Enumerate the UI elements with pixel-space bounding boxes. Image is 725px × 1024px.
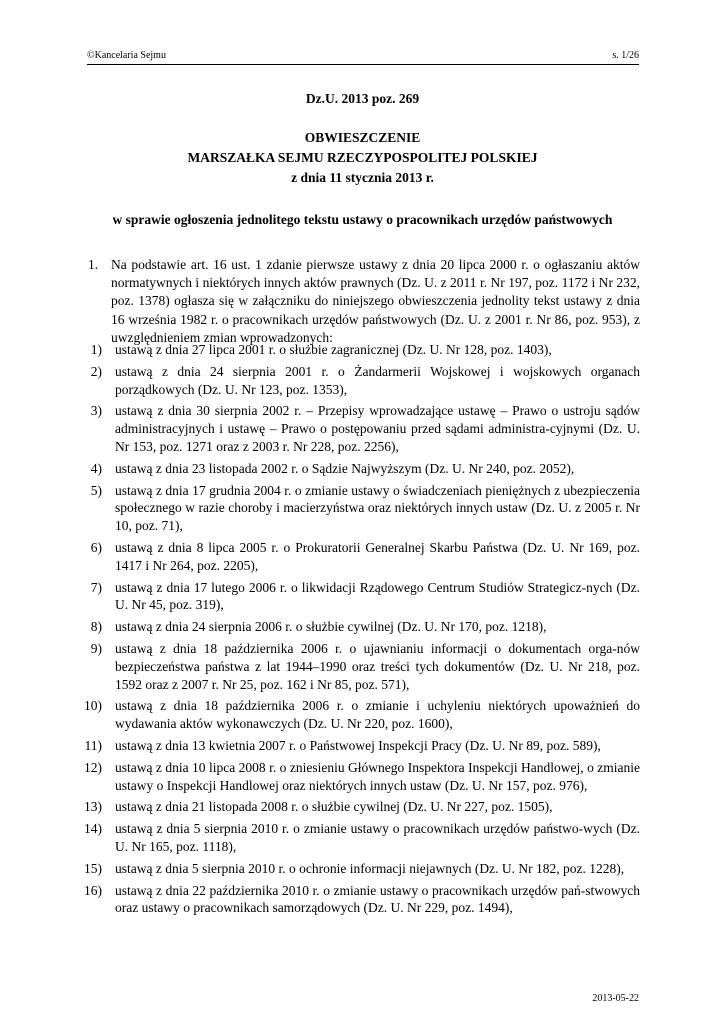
amendment-number: 11) xyxy=(84,737,102,753)
amendment-number: 3) xyxy=(90,403,102,419)
act-reference: Dz.U. 2013 poz. 269 xyxy=(305,91,420,106)
act-type: OBWIESZCZENIE xyxy=(304,130,421,145)
amendment-text: ustawą z dnia 5 sierpnia 2010 r. o ochronie informacji niejawnych (Dz. U. Nr 182, poz. 1228), xyxy=(115,860,625,876)
amendment-text: ustawą z dnia 18 października 2006 r. o ujawnianiu informacji o dokumentach orga-nów bezpieczeństwa państwa z lat 1944–1990 oraz treści tych dokumentów (Dz. U. Nr 218, poz. 1592 oraz z 2007 r. Nr 25, poz. 162 i Nr 85, poz. 571), xyxy=(115,640,640,692)
amendment-item xyxy=(84,759,640,795)
amendment-number: 6) xyxy=(90,539,102,555)
amendment-text: ustawą z dnia 10 lipca 2008 r. o zniesieniu Głównego Inspektora Inspekcji Handlowej, o zmianie ustawy o Inspekcji Handlowej oraz niektórych innych ustaw (Dz. U. Nr 157, poz. 976), xyxy=(115,759,640,793)
amendment-number: 12) xyxy=(84,759,102,775)
amendment-item xyxy=(90,482,640,535)
amendment-number: 16) xyxy=(84,882,102,898)
amendment-number: 10) xyxy=(84,698,102,714)
amendment-number: 7) xyxy=(90,579,102,595)
act-issuer: MARSZAŁKA SEJMU RZECZYPOSPOLITEJ POLSKIEJ xyxy=(187,150,538,165)
amendment-text: ustawą z dnia 24 sierpnia 2006 r. o służbie cywilnej (Dz. U. Nr 170, poz. 1218), xyxy=(115,619,547,635)
amendment-number: 4) xyxy=(90,460,102,476)
header-source: ©Kancelaria Sejmu xyxy=(87,50,166,61)
amendment-number: 9) xyxy=(90,640,102,656)
amendment-text: ustawą z dnia 8 lipca 2005 r. o Prokuratorii Generalnej Skarbu Państwa (Dz. U. Nr 169, poz. 1417 i Nr 264, poz. 2205), xyxy=(115,539,640,573)
amendments-list xyxy=(0,341,725,921)
amendment-text: ustawą z dnia 30 sierpnia 2002 r. – Przepisy wprowadzające ustawę – Prawo o ustroju sądów administracyjnych i ustawę – Prawo o postępowaniu przed sądami administra-cyjnymi (Dz. U. Nr 153, poz. 1271 oraz z 2003 r. Nr 228, poz. 2256), xyxy=(115,403,640,454)
amendment-item xyxy=(90,618,640,636)
footer-date: 2013-05-22 xyxy=(592,993,639,1004)
amendment-number: 13) xyxy=(84,799,102,815)
act-subject: w sprawie ogłoszenia jednolitego tekstu ustawy o pracownikach urzędów państwowych xyxy=(112,212,613,227)
amendment-item xyxy=(90,363,640,399)
amendment-item xyxy=(84,697,640,733)
amendment-number: 8) xyxy=(90,619,102,635)
amendment-text: ustawą z dnia 18 października 2006 r. o zmianie i uchyleniu niektórych upoważnień do wydawania aktów wykonawczych (Dz. U. Nr 220, poz. 1600), xyxy=(115,698,640,732)
amendment-number: 5) xyxy=(90,482,102,498)
amendment-item xyxy=(90,539,640,575)
amendment-item xyxy=(84,820,640,856)
amendment-item xyxy=(84,737,640,755)
intro-paragraph xyxy=(88,256,640,347)
amendment-number: 1) xyxy=(90,342,102,357)
intro-text: Na podstawie art. 16 ust. 1 zdanie pierwsze ustawy z dnia 20 lipca 2000 r. o ogłaszaniu aktów normatywnych i niektórych innych aktów prawnych (Dz. U. z 2011 r. Nr 197, poz. 1172 i Nr 232, poz. 1378) ogłasza się w załączniku do niniejszego obwieszczenia jednolity tekst ustawy z dnia 16 września 1982 r. o pracownikach urzędów państwowych (Dz. U. z 2001 r. Nr 86, poz. 953), z uwzględnieniem zmian wprowadzonych: xyxy=(111,257,640,345)
intro-number: 1. xyxy=(88,257,99,272)
amendment-text: ustawą z dnia 21 listopada 2008 r. o służbie cywilnej (Dz. U. Nr 227, poz. 1505), xyxy=(115,799,553,815)
amendment-text: ustawą z dnia 22 października 2010 r. o zmianie ustawy o pracownikach urzędów pań-stwowych oraz ustawy o pracownikach samorządowych (Dz. U. Nr 229, poz. 1494), xyxy=(115,882,640,916)
amendment-item xyxy=(90,460,640,478)
amendment-text: ustawą z dnia 24 sierpnia 2001 r. o Żandarmerii Wojskowej i wojskowych organach porządkowych (Dz. U. Nr 123, poz. 1353), xyxy=(115,363,640,397)
header-page-number: s. 1/26 xyxy=(612,50,639,61)
amendment-item xyxy=(84,860,640,878)
amendment-text: ustawą z dnia 17 grudnia 2004 r. o zmianie ustawy o świadczeniach pieniężnych z ubezpieczenia społecznego w razie choroby i macierzyństwa oraz niektórych innych ustaw (Dz. U. z 2005 r. Nr 10, poz. 71), xyxy=(115,482,640,534)
amendment-item xyxy=(84,798,640,816)
amendment-item xyxy=(90,579,640,615)
amendment-number: 2) xyxy=(90,363,102,379)
page-header xyxy=(87,50,639,65)
amendment-text: ustawą z dnia 13 kwietnia 2007 r. o Państwowej Inspekcji Pracy (Dz. U. Nr 89, poz. 589), xyxy=(115,737,601,753)
amendment-text: ustawą z dnia 23 listopada 2002 r. o Sądzie Najwyższym (Dz. U. Nr 240, poz. 2052), xyxy=(115,460,575,476)
amendment-text: ustawą z dnia 5 sierpnia 2010 r. o zmianie ustawy o pracownikach urzędów państwo-wych (Dz. U. Nr 165, poz. 1118), xyxy=(115,821,640,854)
amendment-number: 14) xyxy=(84,821,102,837)
amendment-text: ustawą z dnia 27 lipca 2001 r. o służbie zagranicznej (Dz. U. Nr 128, poz. 1403), xyxy=(115,342,552,357)
amendment-item xyxy=(90,402,640,455)
amendment-number: 15) xyxy=(84,860,102,876)
amendment-item xyxy=(90,640,640,693)
amendment-item xyxy=(90,341,640,359)
amendment-item xyxy=(84,882,640,918)
act-date: z dnia 11 stycznia 2013 r. xyxy=(291,170,434,185)
amendment-text: ustawą z dnia 17 lutego 2006 r. o likwidacji Rządowego Centrum Studiów Strategicz-nych (Dz. U. Nr 45, poz. 319), xyxy=(115,579,640,613)
